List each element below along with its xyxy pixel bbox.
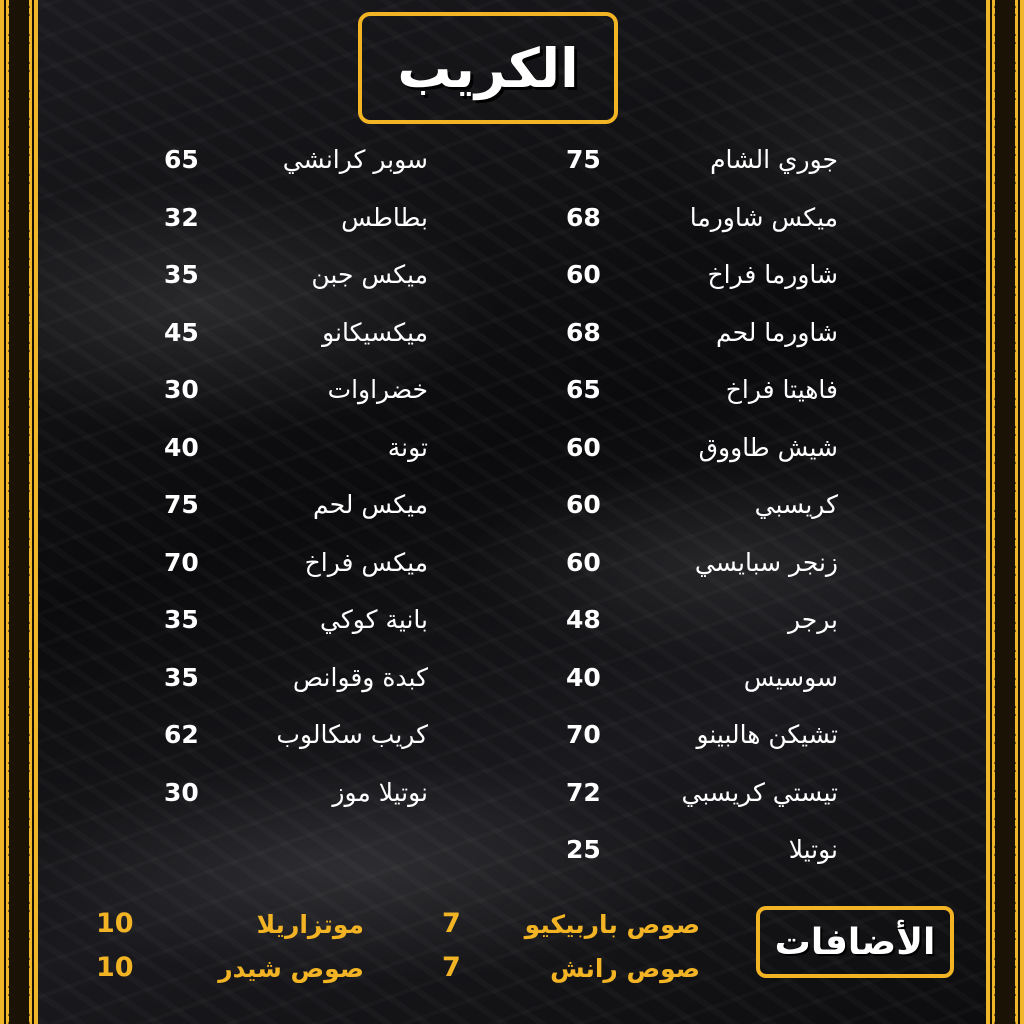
menu-item-price: 48 (566, 605, 601, 634)
menu-item-row (0, 140, 1024, 180)
menu-item-row (0, 313, 1024, 353)
menu-item-name: ميكسيكانو (322, 317, 428, 347)
menu-item-price: 35 (164, 605, 199, 634)
menu-item-name: بانية كوكي (320, 605, 428, 634)
menu-item-name: نوتيلا موز (332, 777, 428, 807)
menu-item-name: تيستي كريسبي (681, 777, 838, 807)
menu-item-price: 35 (164, 260, 199, 289)
menu-item-name: شاورما لحم (715, 317, 838, 347)
addon-price: 10 (96, 908, 134, 939)
menu-item-price: 70 (164, 547, 199, 577)
menu-item-price: 75 (566, 145, 601, 174)
menu-item-name: كريسبي (754, 490, 838, 519)
menu-item-row (0, 773, 1024, 813)
menu-item-row (0, 198, 1024, 238)
menu-item-price: 40 (164, 432, 199, 462)
addon-name: صوص باربيكيو (524, 910, 700, 939)
menu-item-price: 68 (566, 202, 601, 232)
menu-item-price: 40 (566, 662, 601, 692)
addon-price: 7 (442, 952, 461, 983)
menu-item-name: ميكس شاورما (689, 202, 838, 232)
menu-item-row (0, 600, 1024, 640)
menu-item-name: ميكس لحم (313, 490, 428, 519)
menu-item-price: 72 (566, 777, 601, 807)
menu-item-name: كريب سكالوب (276, 720, 428, 749)
addon-name: صوص رانش (550, 954, 700, 983)
menu-item-name: ميكس جبن (311, 260, 428, 289)
menu-item-price: 25 (566, 835, 601, 864)
menu-item-price: 30 (164, 375, 199, 404)
menu-item-price: 68 (566, 317, 601, 347)
menu-item-name: جوري الشام (710, 145, 838, 174)
menu-item-name: زنجر سبايسي (694, 547, 838, 577)
menu-item-name: برجر (788, 605, 838, 634)
menu-item-name: سوبر كرانشي (282, 145, 428, 174)
menu-item-name: تونة (387, 432, 428, 462)
menu-item-price: 75 (164, 490, 199, 519)
menu-item-name: بطاطس (341, 202, 428, 232)
menu-item-price: 30 (164, 777, 199, 807)
menu-item-name: ميكس فراخ (304, 547, 428, 577)
menu-item-row (0, 658, 1024, 698)
addons-title: الأضافات (774, 921, 936, 963)
menu-item-name: سوسيس (743, 662, 838, 692)
menu-item-price: 65 (566, 375, 601, 404)
addons-title-box (756, 906, 954, 978)
menu-item-row (0, 370, 1024, 410)
menu-item-name: شاورما فراخ (707, 260, 838, 289)
menu-item-price: 60 (566, 490, 601, 519)
menu-item-row (0, 428, 1024, 468)
menu-item-name: شيش طاووق (698, 432, 838, 462)
menu-item-row (0, 543, 1024, 583)
addon-price: 7 (442, 908, 461, 939)
menu-item-name: تشيكن هالبينو (696, 720, 838, 749)
menu-item-price: 45 (164, 317, 199, 347)
menu-item-row (0, 255, 1024, 295)
addon-name: صوص شيدر (218, 954, 364, 983)
menu-item-price: 62 (164, 720, 199, 749)
menu-item-price: 35 (164, 662, 199, 692)
menu-item-price: 60 (566, 547, 601, 577)
menu-item-price: 60 (566, 260, 601, 289)
menu-item-price: 65 (164, 145, 199, 174)
menu-title: الكريب (397, 36, 579, 100)
menu-item-price: 70 (566, 720, 601, 749)
menu-item-name: خضراوات (327, 375, 428, 404)
menu-item-row (0, 485, 1024, 525)
menu-item-name: نوتيلا (788, 835, 838, 864)
menu-item-row (0, 715, 1024, 755)
addon-price: 10 (96, 952, 134, 983)
menu-item-price: 32 (164, 202, 199, 232)
menu-item-price: 60 (566, 432, 601, 462)
menu-item-name: كبدة وقوانص (292, 662, 428, 692)
addon-name: موتزاريلا (256, 910, 364, 939)
menu-item-name: فاهيتا فراخ (725, 375, 838, 404)
